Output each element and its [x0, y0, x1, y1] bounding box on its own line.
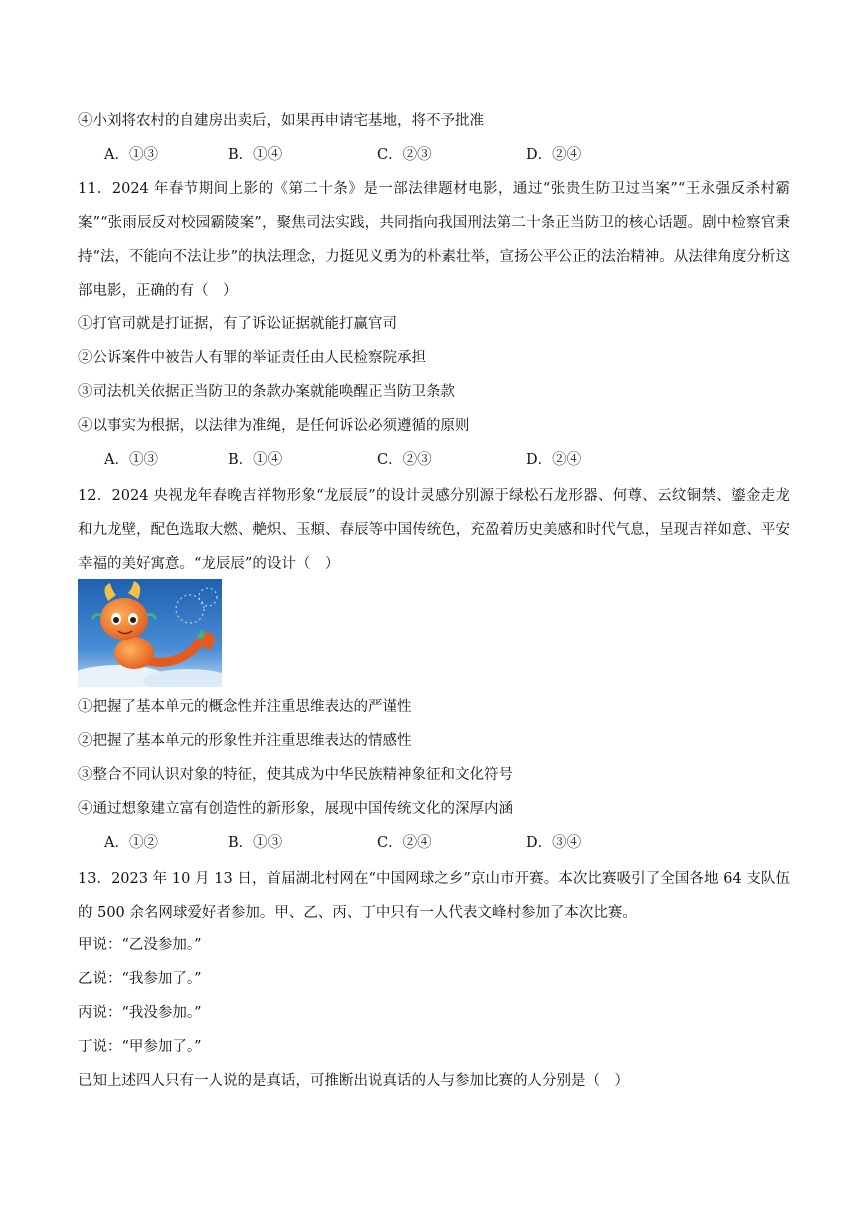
question-13-statement-4: 丁说：“甲参加了。”: [78, 1039, 202, 1055]
option-a[interactable]: A．①③: [104, 147, 158, 163]
question-12-statement-1: ①把握了基本单元的概念性并注重思维表达的严谨性: [78, 699, 412, 715]
option-a[interactable]: A．①③: [104, 452, 158, 468]
question-13-conclusion: 已知上述四人只有一人说的是真话，可推断出说真话的人与参加比赛的人分别是（ ）: [78, 1073, 629, 1089]
question-12-statement-2: ②把握了基本单元的形象性并注重思维表达的情感性: [78, 733, 412, 749]
question-13-statement-1: 甲说：“乙没参加。”: [78, 937, 202, 953]
question-11-statement-3: ③司法机关依据正当防卫的条款办案就能唤醒正当防卫条款: [78, 384, 455, 400]
question-12-statement-3: ③整合不同认识对象的特征，使其成为中华民族精神象征和文化符号: [78, 767, 513, 783]
question-12-options: [104, 833, 804, 853]
option-b[interactable]: B．①④: [228, 452, 283, 468]
question-13-statement-2: 乙说：“我参加了。”: [78, 971, 202, 987]
question-12-stem: 12．2024 央视龙年春晚吉祥物形象“龙辰辰”的设计灵感分别源于绿松石龙形器、何尊、云纹铜禁、鎏金走龙和九龙壁，配色选取大燃、艴炽、玉頫、春辰等中国传统色，充盈着历史美感和时代气息，呈现吉祥如意、平安幸福的美好寓意。“龙辰辰”的设计（ ）: [78, 488, 790, 572]
option-c[interactable]: C．②③: [377, 147, 432, 163]
option-b[interactable]: B．①③: [228, 835, 283, 851]
question-12-statement-4: ④通过想象建立富有创造性的新形象，展现中国传统文化的深厚内涵: [78, 801, 513, 817]
option-c[interactable]: C．②③: [377, 452, 432, 468]
question-11-statement-1: ①打官司就是打证据，有了诉讼证据就能打赢官司: [78, 316, 397, 332]
question-11-statement-2: ②公诉案件中被告人有罪的举证责任由人民检察院承担: [78, 350, 426, 366]
question-11-options: [104, 450, 804, 470]
option-d[interactable]: D．②④: [526, 147, 582, 163]
option-b[interactable]: B．①④: [228, 147, 283, 163]
option-d[interactable]: D．②④: [526, 452, 582, 468]
dragon-mascot-image: [78, 579, 222, 687]
question-11-statement-4: ④以事实为根据，以法律为准绳，是任何诉讼必须遵循的原则: [78, 418, 470, 434]
option-c[interactable]: C．②④: [377, 835, 432, 851]
statement-4: ④小刘将农村的自建房出卖后，如果再申请宅基地，将不予批准: [78, 113, 484, 129]
question-13-stem: 13．2023 年 10 月 13 日，首届湖北村网在“中国网球之乡”京山市开赛。本次比赛吸引了全国各地 64 支队伍的 500 余名网球爱好者参加。甲、乙、丙、丁中只有一人代表文峰村参加了本次比赛。: [78, 871, 790, 921]
question-11-stem: 11．2024 年春节期间上影的《第二十条》是一部法律题材电影，通过“张贵生防卫过当案”“王永强反杀村霸案”“张雨辰反对校园霸陵案”，聚焦司法实践，共同指向我国刑法第二十条正当防卫的核心话题。剧中检察官秉持“法，不能向不法让步”的执法理念，力挺见义勇为的朴素壮举，宣扬公平公正的法治精神。从法律角度分析这部电影，正确的有（ ）: [78, 181, 790, 299]
answer-options: [104, 145, 804, 165]
option-d[interactable]: D．③④: [526, 835, 582, 851]
option-a[interactable]: A．①②: [104, 835, 158, 851]
question-13-statement-3: 丙说：“我没参加。”: [78, 1005, 202, 1021]
